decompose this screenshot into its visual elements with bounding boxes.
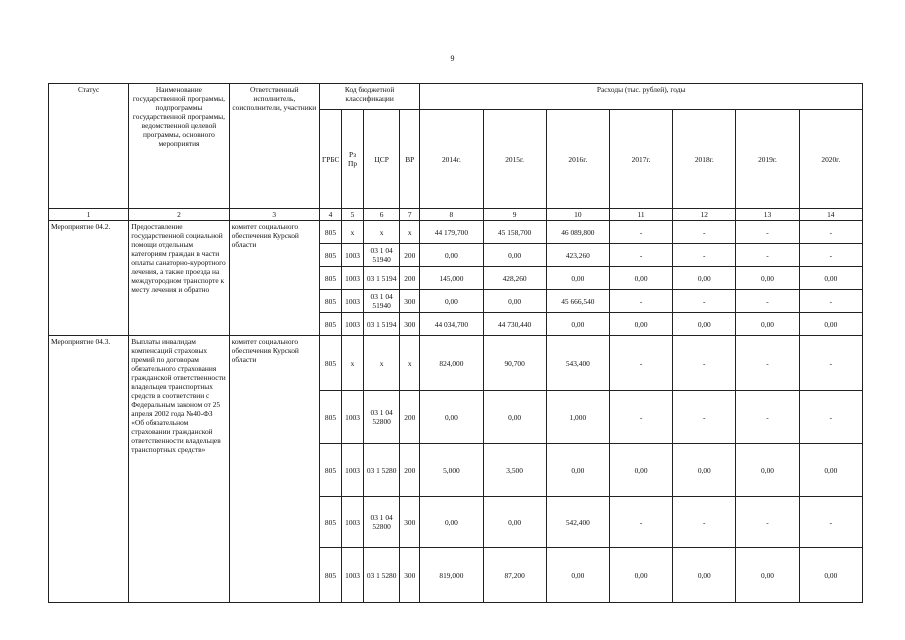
event-name: Предоставление государственной социальной помощи отдельным категориям граждан в части оплаты санаторно-курортного лечения, а также проезда на междугородном транспорте к месту лечения и обратно [129,221,229,336]
cell-rzpr: 1003 [342,267,364,290]
cell-amount: - [673,290,736,313]
column-number: 10 [546,209,609,221]
cell-amount: - [673,221,736,244]
cell-grbs: 805 [319,444,341,497]
cell-amount: 3,500 [483,444,546,497]
cell-amount: 0,00 [483,497,546,548]
budget-table [48,83,863,603]
column-number: 4 [319,209,341,221]
cell-rzpr: 1003 [342,313,364,336]
cell-csr: х [364,221,400,244]
cell-amount: 0,00 [609,444,672,497]
cell-amount: 0,00 [736,313,799,336]
event-executor: комитет социального обеспечения Курской области [229,336,319,603]
cell-vr: 200 [400,444,420,497]
cell-amount: 0,00 [546,444,609,497]
cell-amount: 0,00 [799,267,862,290]
cell-csr: 03 1 5194 [364,313,400,336]
column-number: 9 [483,209,546,221]
cell-amount: - [673,244,736,267]
cell-vr: 200 [400,244,420,267]
cell-amount: 0,00 [799,548,862,603]
column-number: 2 [129,209,229,221]
cell-csr: х [364,336,400,391]
cell-rzpr: 1003 [342,497,364,548]
cell-amount: 44 034,700 [420,313,483,336]
column-number-row [49,209,863,221]
cell-csr: 03 1 04 52800 [364,497,400,548]
cell-amount: 0,00 [546,267,609,290]
cell-vr: 200 [400,391,420,444]
column-number: 5 [342,209,364,221]
cell-amount: 0,00 [420,244,483,267]
cell-amount: 0,00 [799,444,862,497]
cell-amount: 0,00 [483,244,546,267]
cell-amount: 0,00 [420,290,483,313]
cell-amount: 428,260 [483,267,546,290]
header-year: 2014г. [420,110,483,209]
cell-amount: - [609,336,672,391]
cell-grbs: 805 [319,548,341,603]
cell-amount: 0,00 [673,267,736,290]
cell-amount: - [609,391,672,444]
header-rzpr: Рз Пр [342,110,364,209]
header-year: 2018г. [673,110,736,209]
cell-amount: 45 158,700 [483,221,546,244]
column-number: 6 [364,209,400,221]
cell-amount: - [736,221,799,244]
cell-grbs: 805 [319,244,341,267]
cell-amount: 0,00 [673,444,736,497]
cell-rzpr: 1003 [342,391,364,444]
cell-grbs: 805 [319,290,341,313]
cell-amount: - [799,221,862,244]
cell-grbs: 805 [319,497,341,548]
cell-amount: 87,200 [483,548,546,603]
cell-grbs: 805 [319,267,341,290]
cell-amount: 145,000 [420,267,483,290]
cell-rzpr: х [342,221,364,244]
header-budget-code: Код бюджетной классификации [319,84,419,110]
cell-amount: - [673,336,736,391]
cell-amount: 0,00 [483,391,546,444]
cell-amount: 0,00 [420,391,483,444]
cell-amount: - [673,497,736,548]
cell-amount: 0,00 [420,497,483,548]
cell-amount: - [799,290,862,313]
cell-amount: - [736,497,799,548]
cell-amount: 543,400 [546,336,609,391]
cell-amount: - [799,391,862,444]
cell-csr: 03 1 04 52800 [364,391,400,444]
cell-amount: 542,400 [546,497,609,548]
cell-amount: 0,00 [799,313,862,336]
cell-amount: 45 666,540 [546,290,609,313]
column-number: 13 [736,209,799,221]
cell-amount: - [736,244,799,267]
cell-amount: 90,700 [483,336,546,391]
column-number: 1 [49,209,129,221]
event-status: Мероприятие 04.3. [49,336,129,603]
header-expenses: Расходы (тыс. рублей), годы [420,84,863,110]
cell-vr: 300 [400,313,420,336]
cell-grbs: 805 [319,221,341,244]
cell-amount: - [609,244,672,267]
cell-amount: 0,00 [609,313,672,336]
cell-amount: - [736,290,799,313]
cell-vr: 300 [400,290,420,313]
cell-csr: 03 1 04 51940 [364,244,400,267]
cell-amount: 819,000 [420,548,483,603]
header-grbs: ГРБС [319,110,341,209]
cell-amount: 0,00 [609,548,672,603]
cell-vr: х [400,336,420,391]
event-executor: комитет социального обеспечения Курской области [229,221,319,336]
column-number: 8 [420,209,483,221]
header-status: Статус [49,84,129,209]
cell-vr: 300 [400,497,420,548]
groups-body [49,221,863,603]
cell-amount: - [736,336,799,391]
cell-amount: - [799,497,862,548]
table-row [49,336,863,391]
cell-amount: - [609,221,672,244]
header-year: 2016г. [546,110,609,209]
cell-amount: 824,000 [420,336,483,391]
cell-amount: 0,00 [736,444,799,497]
column-number: 14 [799,209,862,221]
cell-amount: 0,00 [673,313,736,336]
cell-amount: 0,00 [483,290,546,313]
page-number: 9 [450,54,455,63]
cell-amount: 0,00 [546,313,609,336]
cell-amount: - [609,497,672,548]
header-csr: ЦСР [364,110,400,209]
cell-csr: 03 1 5194 [364,267,400,290]
column-number: 3 [229,209,319,221]
header-name: Наименование государственной программы, подпрограммы государственной программы, ведомственной целевой программы, основного мероприятия [129,84,229,209]
cell-amount: 0,00 [609,267,672,290]
cell-csr: 03 1 5280 [364,444,400,497]
cell-rzpr: 1003 [342,444,364,497]
header-year: 2020г. [799,110,862,209]
event-status: Мероприятие 04.2. [49,221,129,336]
cell-amount: - [736,391,799,444]
header-executor: Ответственный исполнитель, соисполнители, участники [229,84,319,209]
cell-grbs: 805 [319,391,341,444]
cell-vr: 300 [400,548,420,603]
cell-amount: 44 179,700 [420,221,483,244]
header-vr: ВР [400,110,420,209]
cell-amount: - [609,290,672,313]
cell-amount: 0,00 [673,548,736,603]
header-year: 2017г. [609,110,672,209]
cell-amount: 44 730,440 [483,313,546,336]
cell-grbs: 805 [319,336,341,391]
event-name: Выплаты инвалидам компенсаций страховых премий по договорам обязательного страхования гражданской ответственности владельцев транспортных средств в соответствии с Федеральным законом от 25 апреля 2002 года №40-ФЗ «Об обязательном страховании гражданской ответственности владельцев транспортных средств» [129,336,229,603]
cell-rzpr: 1003 [342,290,364,313]
cell-amount: 0,00 [546,548,609,603]
cell-grbs: 805 [319,313,341,336]
cell-vr: 200 [400,267,420,290]
cell-amount: 0,00 [736,267,799,290]
cell-amount: 1,000 [546,391,609,444]
cell-amount: 5,000 [420,444,483,497]
cell-amount: 423,260 [546,244,609,267]
header-year: 2015г. [483,110,546,209]
cell-amount: - [673,391,736,444]
header-year: 2019г. [736,110,799,209]
cell-rzpr: х [342,336,364,391]
cell-vr: х [400,221,420,244]
column-number: 12 [673,209,736,221]
column-number: 11 [609,209,672,221]
cell-rzpr: 1003 [342,244,364,267]
column-number: 7 [400,209,420,221]
cell-csr: 03 1 04 51940 [364,290,400,313]
table-row [49,221,863,244]
cell-amount: - [799,244,862,267]
cell-amount: 46 089,800 [546,221,609,244]
cell-amount: - [799,336,862,391]
cell-amount: 0,00 [736,548,799,603]
cell-csr: 03 1 5280 [364,548,400,603]
cell-rzpr: 1003 [342,548,364,603]
